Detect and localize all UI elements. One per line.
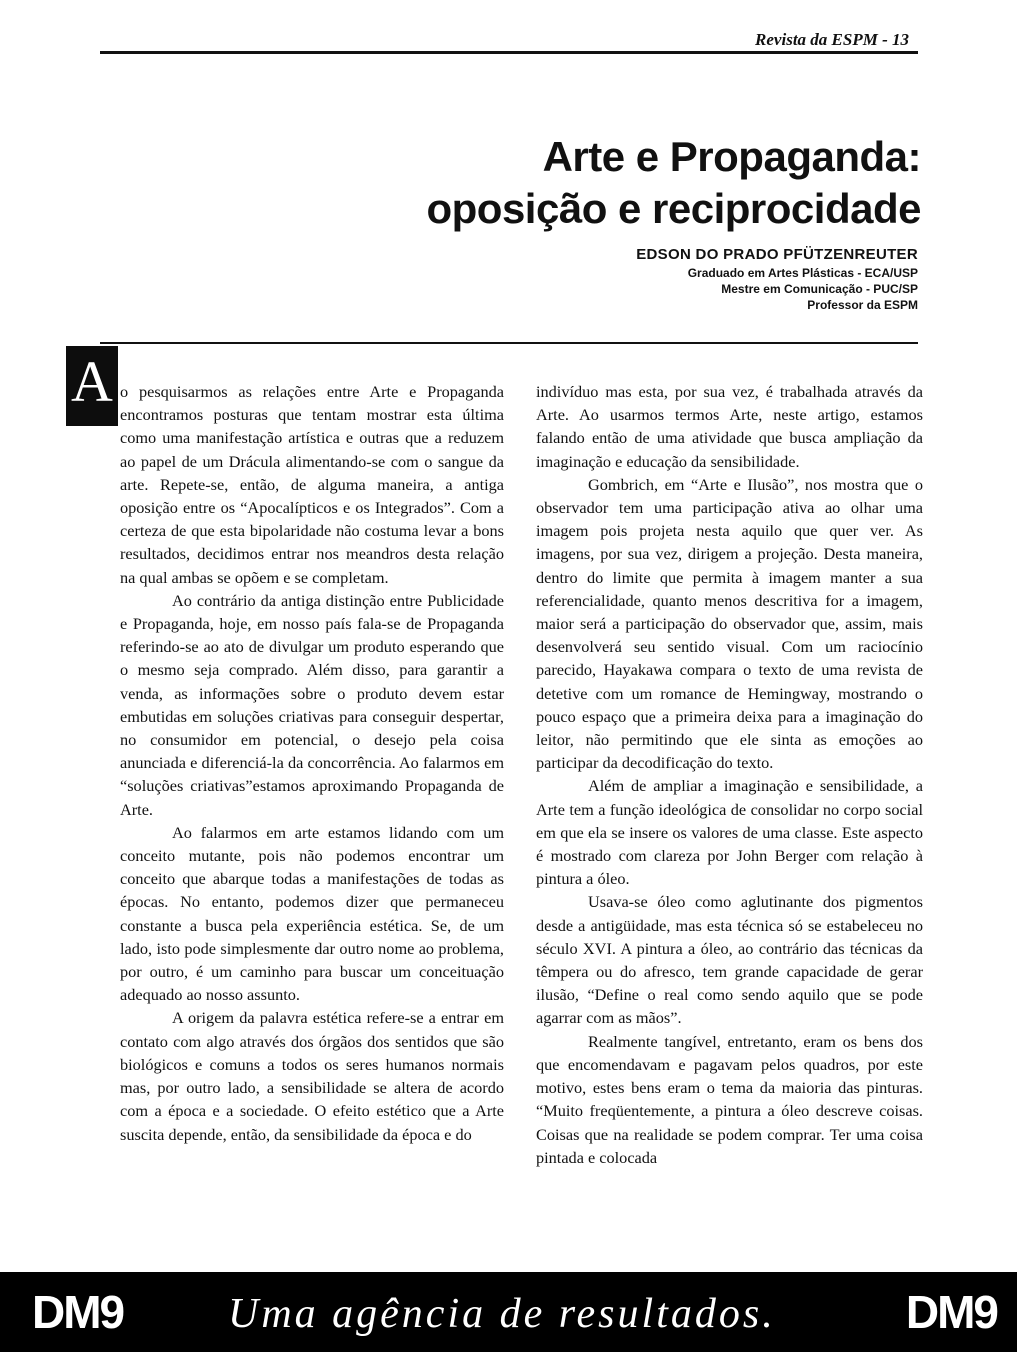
paragraph: Ao contrário da antiga distinção entre Publicidade e Propaganda, hoje, em nosso país fala-se de Propaganda referindo-se ao ato de divulgar um produto esperando que o mesmo seja comprado. Além disso, para garantir a venda, as informações sobre o produto devem estar embutidas em soluções criativas para conseguir despertar, no consumidor em potencial, o desejo pela coisa anunciada e diferenciá-la da concorrência. Ao falarmos em “soluções criativas”estamos aproximando Propaganda de Arte. xyxy=(120,590,504,819)
title-line-2: oposição e reciprocidade xyxy=(426,185,921,232)
running-head: Revista da ESPM - 13 xyxy=(755,30,909,49)
dm9-logo: DM9 xyxy=(32,1286,124,1338)
paragraph: Gombrich, em “Arte e Ilusão”, nos mostra que o observador tem uma participação ativa ao olhar uma imagem pois projeta nesta aquilo que quer ver. As imagens, por sua vez, dirigem a projeção. Desta maneira, dentro do limite que permita à imagem manter a sua referencialidade, quanto menos descritiva for a imagem, maior será a participação do observador que, assim, mais desenvolverá seu sentido visual. Com um raciocínio parecido, Hayakawa compara o texto de uma revista de detetive com um romance de Hemingway, mostrando o pouco espaço que a primeira deixa para a imaginação do leitor, não permitindo que ele sinta as emoções ao participar da decodificação do texto. xyxy=(536,474,923,773)
paragraph: A origem da palavra estética refere-se a entrar em contato com algo através dos órgãos dos sentidos que são biológicos e comuns a todos os seres humanos normais mas, por outro lado, a sensibilidade se altera de acordo com a época e a sociedade. O efeito estético que a Arte suscita depende, então, da sensibilidade da época e do xyxy=(120,1008,504,1144)
text-column-right xyxy=(536,380,923,1169)
article-title xyxy=(426,131,921,235)
advertisement-banner xyxy=(0,1272,1017,1352)
author-credential: Graduado em Artes Plásticas - ECA/USP xyxy=(687,266,918,280)
paragraph: Usava-se óleo como aglutinante dos pigmentos desde a antigüidade, mas esta técnica só se estabeleceu no século XVI. A pintura a óleo, ao contrário das técnicas da têmpera ou do afresco, tem grande capacidade de gerar ilusão, “Define o real como sendo aquilo que se pode agarrar com as mãos”. xyxy=(536,892,923,1028)
author-credential: Professor da ESPM xyxy=(807,298,918,312)
author-name: EDSON DO PRADO PFÜTZENREUTER xyxy=(636,246,918,263)
author-block xyxy=(636,245,918,313)
dm9-logo: DM9 xyxy=(905,1286,997,1338)
title-line-1: Arte e Propaganda: xyxy=(542,133,921,180)
paragraph: Ao falarmos em arte estamos lidando com um conceito mutante, pois não podemos encontrar um conceito que abarque todas a manifestações de todas as épocas. No entanto, podemos dizer que permaneceu constante a busca pela experiência estética. Se, de um lado, isto pode simplesmente dar outro nome ao problema, por outro, é um caminho para buscar um conceituação adequado ao nosso assunto. xyxy=(120,822,504,1005)
paragraph: o pesquisarmos as relações entre Arte e Propaganda encontramos posturas que tentam mostrar esta última como uma manifestação artística e outras que a reduzem ao papel de um Drácula alimentando-se com o sangue da arte. Repete-se, então, de alguma maneira, a antiga oposição entre os “Apocalípticos e os Integrados”. Com a certeza de que esta bipolaridade não costuma levar a bons resultados, decidimos entrar nos meandros desta relação na qual ambas se opõem e se completam. xyxy=(120,382,504,587)
author-credential: Mestre em Comunicação - PUC/SP xyxy=(721,282,918,296)
slogan: Uma agência de resultados. xyxy=(228,1291,776,1337)
paragraph: Além de ampliar a imaginação e sensibilidade, a Arte tem a função ideológica de consolidar no corpo social em que ela se insere os valores de uma classe. Este aspecto é mostrado com clareza por John Berger com relação à pintura a óleo. xyxy=(536,776,923,889)
top-rule xyxy=(100,51,918,54)
drop-cap: A xyxy=(66,346,118,426)
paragraph: indivíduo mas esta, por sua vez, é trabalhada através da Arte. Ao usarmos termos Arte, neste artigo, estamos falando então de uma atividade que busca ampliação da imaginação e educação da sensibilidade. xyxy=(536,382,923,471)
text-column-left xyxy=(120,380,504,1146)
paragraph: Realmente tangível, entretanto, eram os bens dos que encomendavam e pagavam pelos quadros, por este motivo, estes bens eram o tema da maioria das pinturas. “Muito freqüentemente, a pintura a óleo descreve coisas. Coisas que na realidade se podem comprar. Ter uma coisa pintada e colocada xyxy=(536,1031,923,1167)
section-rule xyxy=(100,342,918,344)
